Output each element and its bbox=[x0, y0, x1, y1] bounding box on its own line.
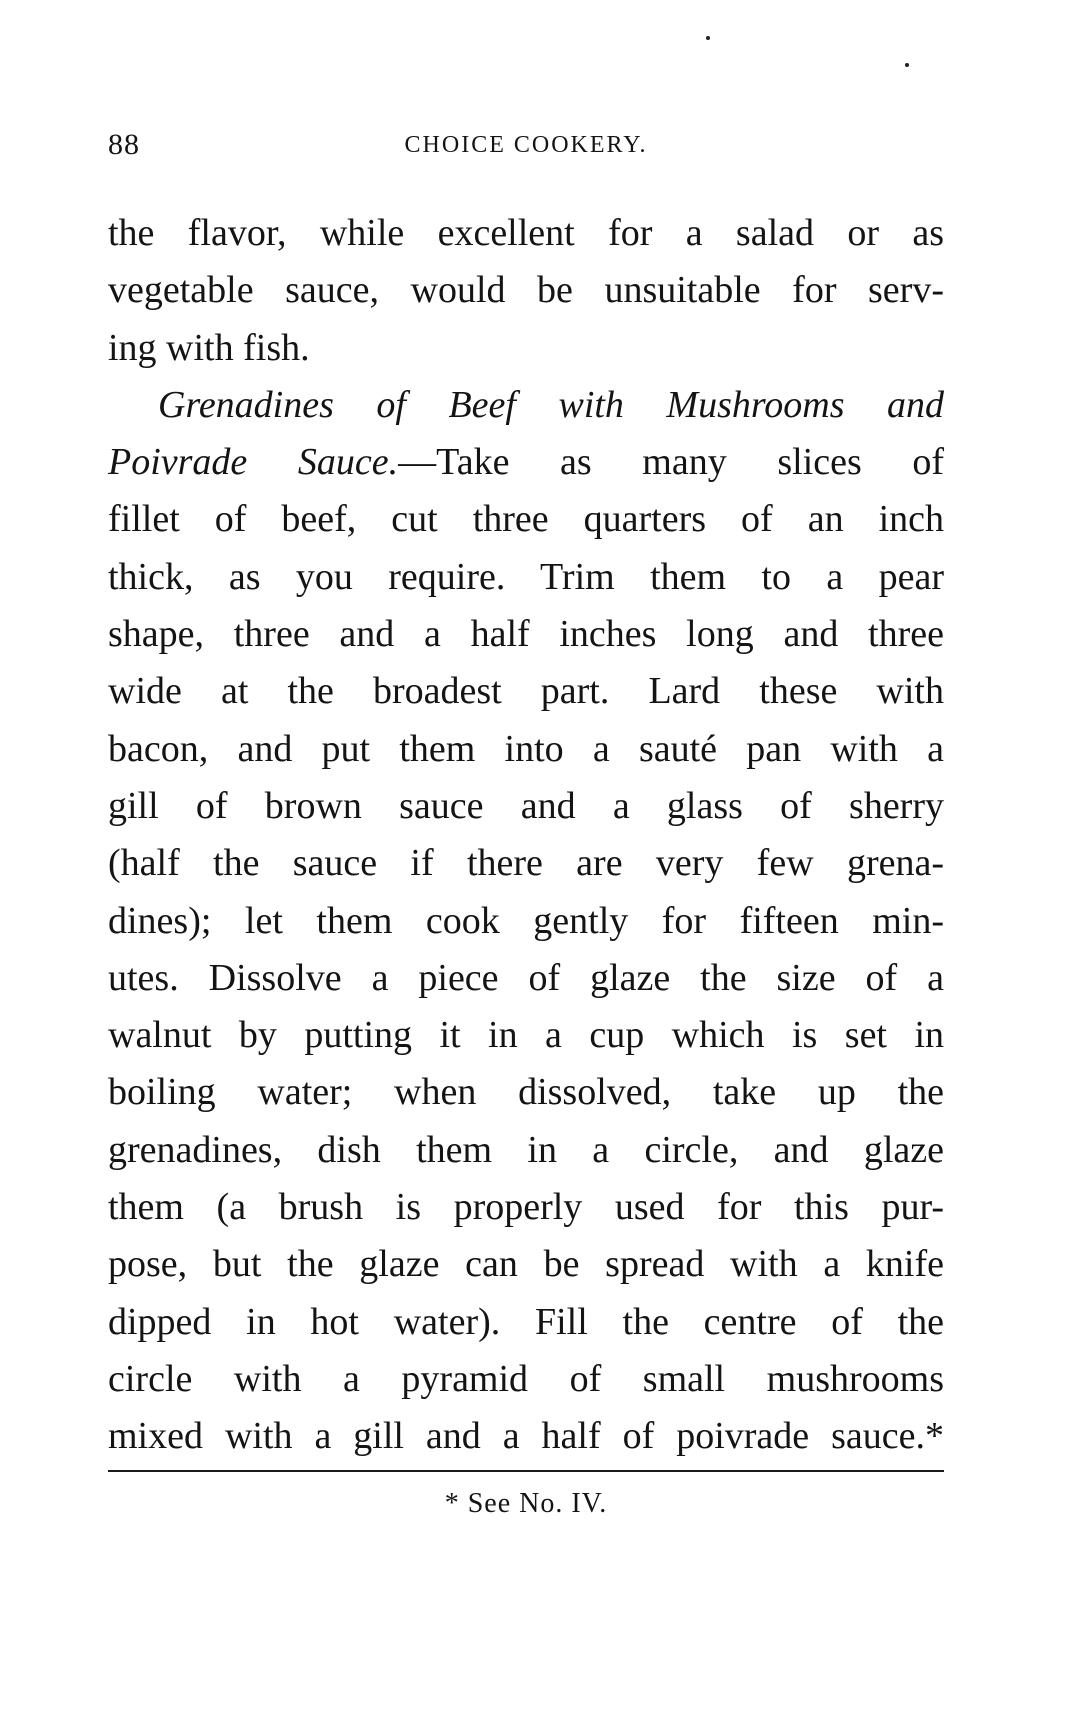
text-line: ing with fish. bbox=[108, 326, 310, 369]
recipe-intro: —Take as many slices of bbox=[398, 441, 945, 484]
text-line: pose, but the glaze can be spread with a knife bbox=[108, 1243, 944, 1286]
text-line: dines); let them cook gently for fifteen min- bbox=[108, 899, 944, 942]
page-number: 88 bbox=[108, 128, 140, 161]
running-head: CHOICE COOKERY. bbox=[404, 132, 648, 158]
text-line: the flavor, while excellent for a salad or as bbox=[108, 212, 944, 254]
text-line: wide at the broadest part. Lard these with bbox=[108, 670, 944, 713]
recipe-title-part1: Grenadines of Beef with Mushrooms and bbox=[158, 383, 944, 426]
text-line: vegetable sauce, would be unsuitable for serv- bbox=[108, 269, 944, 312]
text-line: shape, three and a half inches long and three bbox=[108, 613, 944, 656]
recipe-title-line bbox=[108, 377, 944, 434]
text-line: fillet of beef, cut three quarters of an inch bbox=[108, 498, 944, 541]
page-header bbox=[108, 128, 944, 168]
text-line: boiling water; when dissolved, take up the bbox=[108, 1071, 944, 1114]
text-line: circle with a pyramid of small mushrooms bbox=[108, 1357, 944, 1400]
text-line: mixed with a gill and a half of poivrade sauce.* bbox=[108, 1415, 944, 1458]
text-line: thick, as you require. Trim them to a pear bbox=[108, 555, 944, 598]
body-text bbox=[108, 205, 944, 1466]
footnote-divider bbox=[108, 1470, 944, 1472]
recipe-title-line bbox=[108, 434, 944, 491]
text-line: (half the sauce if there are very few grena- bbox=[108, 842, 944, 885]
print-speck bbox=[706, 36, 710, 40]
recipe-title-part2: Poivrade Sauce. bbox=[108, 441, 399, 484]
print-speck bbox=[905, 63, 909, 67]
text-line: walnut by putting it in a cup which is set in bbox=[108, 1014, 944, 1057]
text-line: bacon, and put them into a sauté pan with a bbox=[108, 727, 944, 770]
text-line: them (a brush is properly used for this pur- bbox=[108, 1186, 944, 1229]
text-line: utes. Dissolve a piece of glaze the size of a bbox=[108, 956, 944, 999]
text-line: grenadines, dish them in a circle, and glaze bbox=[108, 1128, 944, 1171]
text-line: gill of brown sauce and a glass of sherry bbox=[108, 784, 944, 827]
footnote: * See No. IV. bbox=[444, 1488, 608, 1519]
text-line: dipped in hot water). Fill the centre of the bbox=[108, 1300, 944, 1343]
